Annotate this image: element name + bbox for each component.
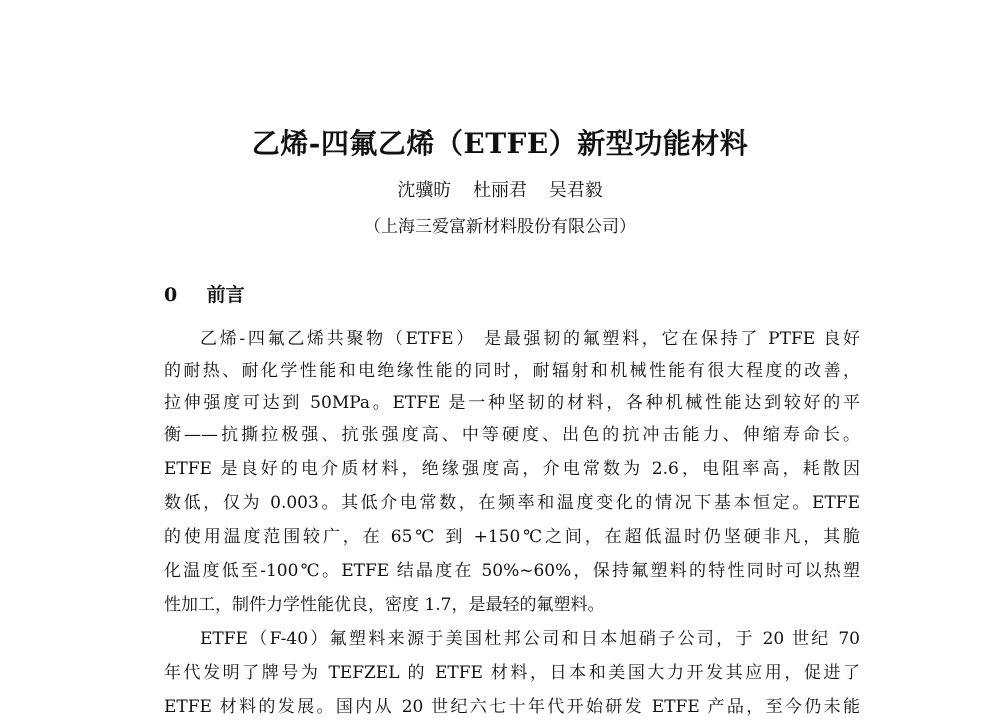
author-affiliation: （上海三爱富新材料股份有限公司）: [364, 217, 636, 237]
author-name: 杜丽君: [473, 180, 527, 201]
author-name: 吴君毅: [548, 180, 603, 201]
text-line: 数低，仅为 0.003。其低介电常数，在频率和温度变化的情况下基本恒定。ETFE: [164, 493, 860, 513]
text-line: 拉伸强度可达到 50MPa。ETFE 是一种坚韧的材料，各种机械性能达到较好的平: [164, 393, 860, 413]
author-list: [0, 178, 1000, 204]
text-line: ETFE 材料的发展。国内从 20 世纪六七十年代开始研发 ETFE 产品，至今仍未能: [164, 697, 860, 717]
text-line: 性加工，制件力学性能优良，密度 1.7，是最轻的氟塑料。: [164, 595, 605, 615]
text-line: ETFE 是良好的电介质材料，绝缘强度高，介电常数为 2.6，电阻率高，耗散因: [164, 459, 860, 479]
author-name: 沈骥昉: [397, 180, 452, 201]
section-title: 前言: [206, 284, 245, 306]
text-line: 化温度低至-100℃。ETFE 结晶度在 50%~60%，保持氟塑料的特性同时可以热塑: [164, 561, 860, 581]
text-line: ETFE（F-40）氟塑料来源于美国杜邦公司和日本旭硝子公司，于 20 世纪 70: [200, 629, 860, 649]
text-line: 的耐热、耐化学性能和电绝缘性能的同时，耐辐射和机械性能有很大程度的改善，: [164, 361, 860, 381]
section-number: 0: [164, 284, 178, 306]
paper-title: 乙烯-四氟乙烯（ETFE）新型功能材料: [251, 127, 749, 160]
text-line: 的使用温度范围较广，在 65℃ 到 +150℃之间，在超低温时仍坚硬非凡，其脆: [164, 527, 860, 547]
text-line: 乙烯-四氟乙烯共聚物（ETFE） 是最强韧的氟塑料，它在保持了 PTFE 良好: [200, 329, 860, 349]
section-heading: [164, 281, 245, 309]
text-line: 年代发明了牌号为 TEFZEL 的 ETFE 材料，日本和美国大力开发其应用，促进了: [164, 663, 860, 683]
text-line: 衡——抗撕拉极强、抗张强度高、中等硬度、出色的抗冲击能力、伸缩寿命长。: [164, 425, 860, 445]
